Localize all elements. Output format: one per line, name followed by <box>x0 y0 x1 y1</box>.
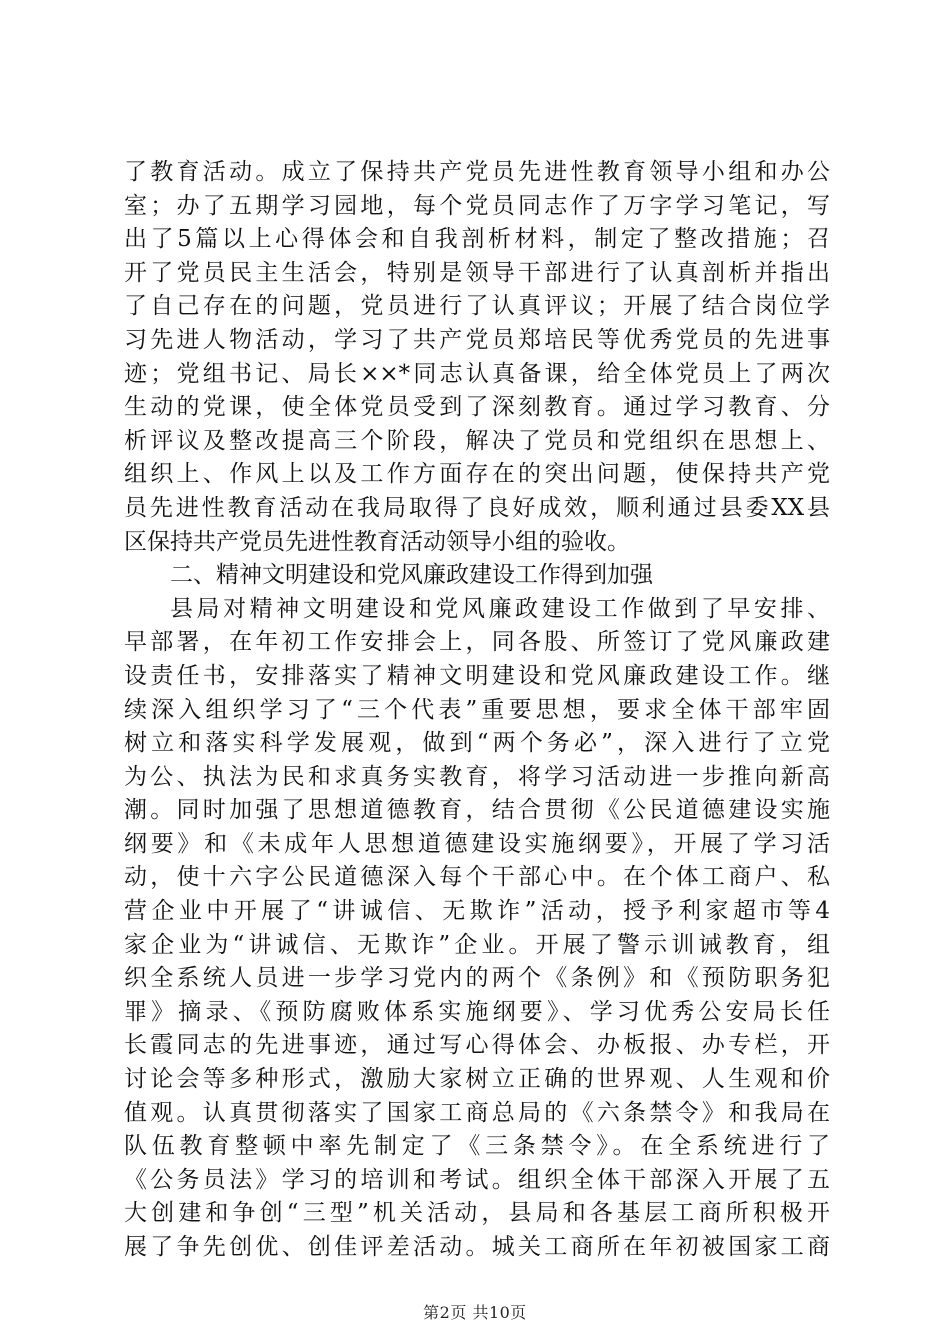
text-line: 家企业为“讲诚信、无欺诈”企业。开展了警示训诫教育，组 <box>124 931 830 958</box>
text-line: 了自己存在的问题，党员进行了认真评议；开展了结合岗位学 <box>124 293 830 320</box>
text-line: 设责任书，安排落实了精神文明建设和党风廉政建设工作。继 <box>124 662 830 689</box>
page-number-footer: 第2页 共10页 <box>423 1303 527 1322</box>
text-line: 长霞同志的先进事迹，通过写心得体会、办板报、办专栏，开 <box>124 1032 830 1059</box>
section-heading: 二、精神文明建设和党风廉政建设工作得到加强 <box>170 562 653 589</box>
text-line: 树立和落实科学发展观，做到“两个务必”，深入进行了立党 <box>124 730 830 757</box>
text-line: 早部署，在年初工作安排会上，同各股、所签订了党风廉政建 <box>124 629 830 656</box>
text-line: 织全系统人员进一步学习党内的两个《条例》和《预防职务犯 <box>124 965 830 992</box>
text-line: 县局对精神文明建设和党风廉政建设工作做到了早安排、 <box>170 595 830 622</box>
text-line: 讨论会等多种形式，激励大家树立正确的世界观、人生观和价 <box>124 1066 830 1093</box>
text-line: 开了党员民主生活会，特别是领导干部进行了认真剖析并指出 <box>124 259 830 286</box>
text-line: 纲要》和《未成年人思想道德建设实施纲要》，开展了学习活 <box>124 830 830 857</box>
text-line: 为公、执法为民和求真务实教育，将学习活动进一步推向新高 <box>124 763 830 790</box>
text-line: 迹；党组书记、局长××*同志认真备课，给全体党员上了两次 <box>124 360 830 387</box>
text-line: 罪》摘录、《预防腐败体系实施纲要》、学习优秀公安局长任 <box>124 998 830 1025</box>
text-line: 区保持共产党员先进性教育活动领导小组的验收。 <box>124 528 630 555</box>
text-line: 潮。同时加强了思想道德教育，结合贯彻《公民道德建设实施 <box>124 797 830 824</box>
text-line: 组织上、作风上以及工作方面存在的突出问题，使保持共产党 <box>124 461 830 488</box>
text-line: 生动的党课，使全体党员受到了深刻教育。通过学习教育、分 <box>124 394 830 421</box>
text-line: 员先进性教育活动在我局取得了良好成效，顺利通过县委XX县 <box>124 494 830 521</box>
text-line: 展了争先创优、创佳评差活动。城关工商所在年初被国家工商 <box>124 1234 830 1260</box>
document-body <box>124 156 830 1265</box>
text-line: 动，使十六字公民道德深入每个干部心中。在个体工商户、私 <box>124 864 830 891</box>
text-line: 《公务员法》学习的培训和考试。组织全体干部深入开展了五 <box>124 1166 830 1193</box>
text-line: 续深入组织学习了“三个代表”重要思想，要求全体干部牢固 <box>124 696 830 723</box>
text-line: 队伍教育整顿中率先制定了《三条禁令》。在全系统进行了 <box>124 1133 830 1160</box>
text-line: 营企业中开展了“讲诚信、无欺诈”活动，授予利家超市等4 <box>124 898 830 925</box>
text-line: 大创建和争创“三型”机关活动，县局和各基层工商所积极开 <box>124 1200 830 1227</box>
text-line: 室；办了五期学习园地，每个党员同志作了万字学习笔记，写 <box>124 192 830 219</box>
text-line: 习先进人物活动，学习了共产党员郑培民等优秀党员的先进事 <box>124 326 830 353</box>
text-line: 出了5篇以上心得体会和自我剖析材料，制定了整改措施；召 <box>124 226 830 253</box>
text-line: 了教育活动。成立了保持共产党员先进性教育领导小组和办公 <box>124 159 830 185</box>
text-line: 析评议及整改提高三个阶段，解决了党员和党组织在思想上、 <box>124 427 830 454</box>
text-line: 值观。认真贯彻落实了国家工商总局的《六条禁令》和我局在 <box>124 1099 830 1126</box>
